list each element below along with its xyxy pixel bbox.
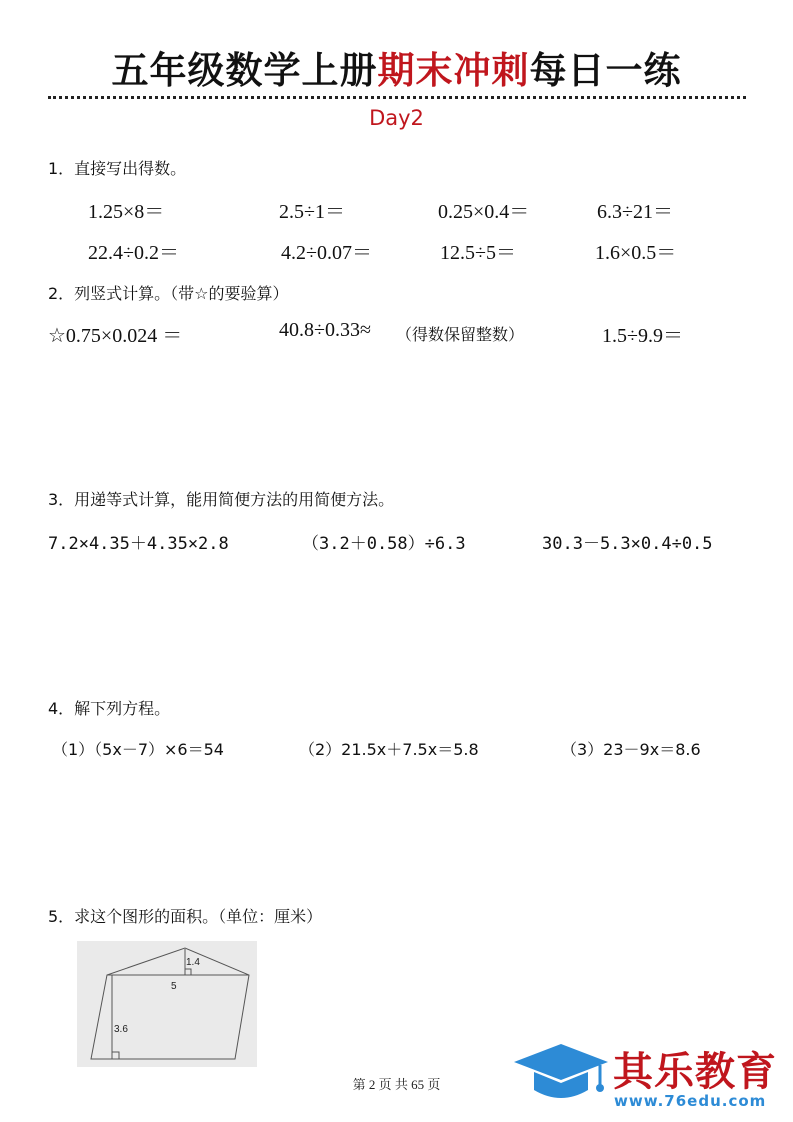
graduation-cap-icon <box>512 1040 610 1108</box>
day-label: Day2 <box>369 106 424 130</box>
title-part3: 每日一练 <box>529 49 682 92</box>
q2-item: 40.8÷0.33≈ <box>279 319 371 341</box>
label-height-top: 1.4 <box>186 957 200 968</box>
q1-item: 1.6×0.5＝ <box>595 242 677 264</box>
q1-item: 12.5÷5＝ <box>440 242 516 264</box>
q1-item: 4.2÷0.07＝ <box>281 242 372 264</box>
q4-item: （2）21.5x＋7.5x＝5.8 <box>299 740 479 759</box>
q1-item: 2.5÷1＝ <box>279 201 345 223</box>
q2-note: （得数保留整数） <box>396 325 525 344</box>
q2-title: 2．列竖式计算。（带☆的要验算） <box>48 284 289 303</box>
q4-title: 4．解下列方程。 <box>48 699 171 718</box>
title-part2-highlight: 期末冲刺 <box>377 49 530 92</box>
q1-item: 22.4÷0.2＝ <box>88 242 179 264</box>
q3-item: 7.2×4.35＋4.35×2.8 <box>48 534 229 554</box>
q2-item: 1.5÷9.9＝ <box>602 325 683 347</box>
figure-drawing <box>77 941 257 1067</box>
q2-item: ☆0.75×0.024 ＝ <box>48 325 183 347</box>
page-number: 第 2 页 共 65 页 <box>352 1077 441 1092</box>
label-base-top: 5 <box>171 981 177 992</box>
trapezoid-figure <box>77 941 257 1067</box>
title-part1: 五年级数学上册 <box>111 49 378 92</box>
dotted-divider <box>48 96 746 99</box>
q5-title: 5．求这个图形的面积。（单位：厘米） <box>48 907 323 926</box>
q3-title: 3．用递等式计算，能用简便方法的用简便方法。 <box>48 490 395 509</box>
q1-item: 6.3÷21＝ <box>597 201 673 223</box>
page-title <box>0 40 793 94</box>
q4-item: （3）23－9x＝8.6 <box>561 740 701 759</box>
q1-title: 1．直接写出得数。 <box>48 159 187 178</box>
q1-item: 1.25×8＝ <box>88 201 165 223</box>
brand-name: 其乐教育 <box>613 1049 777 1095</box>
q3-item: （3.2＋0.58）÷6.3 <box>302 534 466 554</box>
q4-item: （1）（5x－7）×6＝54 <box>52 740 224 759</box>
q1-item: 0.25×0.4＝ <box>438 201 530 223</box>
q3-item: 30.3－5.3×0.4÷0.5 <box>542 534 713 554</box>
label-height-main: 3.6 <box>114 1024 128 1035</box>
brand-url: www.76edu.com <box>614 1092 767 1110</box>
